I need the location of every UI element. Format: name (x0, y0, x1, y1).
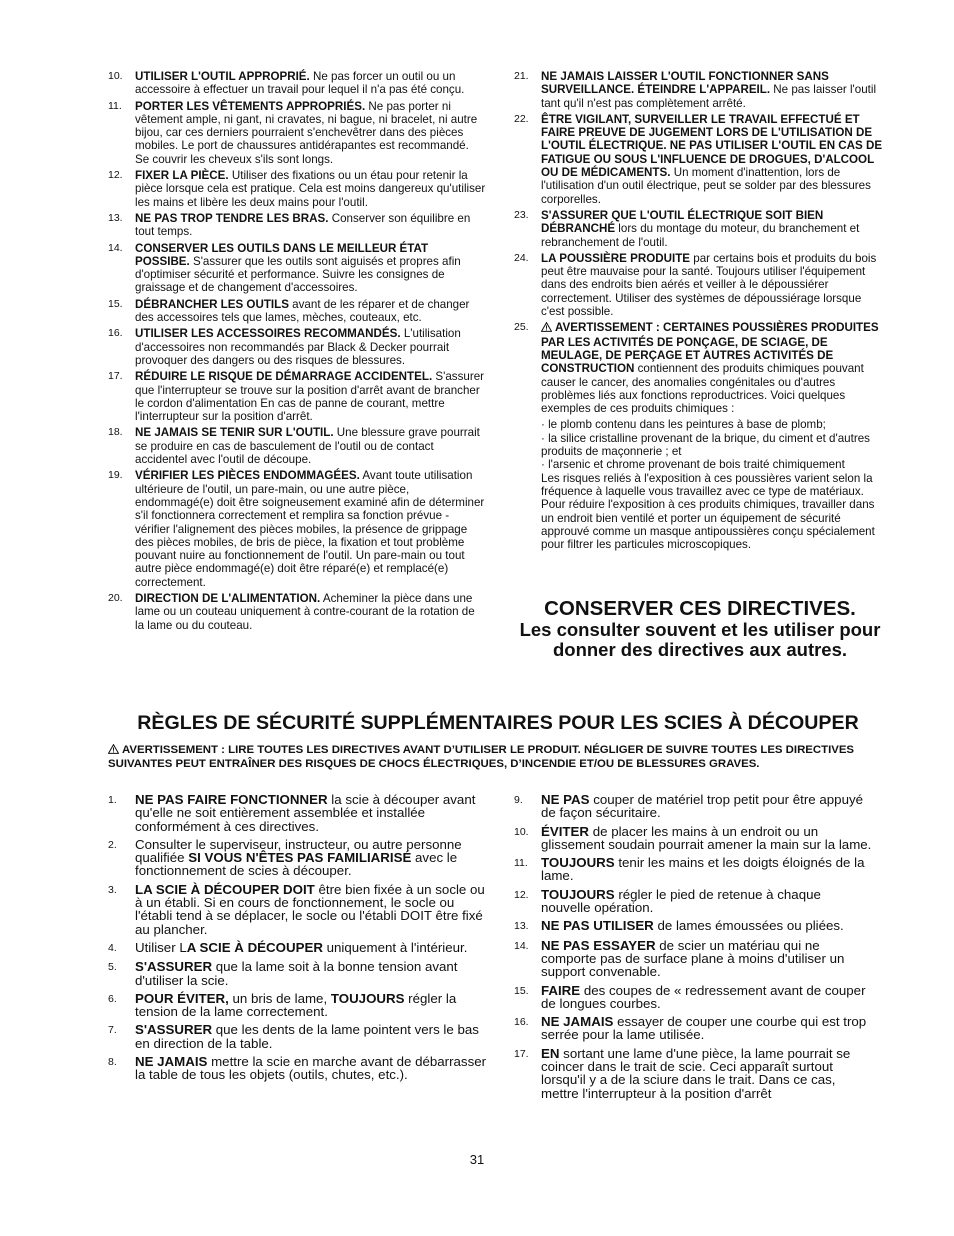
item-text (135, 169, 486, 209)
item-number: 1. (108, 794, 117, 806)
list-item (108, 298, 486, 325)
item-body-text: être bien fixée à un socle ou à un établi. Si en cours de fonctionnement, le socle ou l'établi tend à se déplacer, le socle ou l'établi DOIT être fixé au plancher. (135, 881, 485, 937)
item-text (135, 1055, 488, 1082)
item-number: 11. (514, 857, 528, 870)
item-number: 19. (108, 469, 123, 482)
item-body-text: uniquement à l'intérieur. (322, 939, 468, 955)
item-body-text: Utiliser des fixations ou un étau pour retenir la pièce lorsque cela est pratique. Cela est moins dangereux qu'utiliser les mains et libère les deux mains pour l'outil. (135, 169, 486, 209)
item-bold-text: S'ASSURER (135, 959, 213, 975)
list-item (514, 70, 886, 110)
item-bold-text: UTILISER L'OUTIL APPROPRIÉ. (135, 70, 310, 83)
item-bold-text: A SCIE À DÉCOUPER (186, 939, 323, 955)
item-body-text: régler le pied de retenue à chaque nouvelle opération. (541, 886, 821, 916)
item-number: 12. (514, 888, 529, 901)
item-text (541, 793, 874, 820)
item-number: 10. (514, 825, 529, 838)
list-item (108, 469, 486, 589)
item-number: 16. (108, 327, 123, 340)
item-text (135, 242, 486, 295)
item-text (135, 883, 488, 936)
item-bold-text: EN (541, 1045, 560, 1061)
list-item (108, 883, 488, 936)
item-number: 22. (514, 112, 529, 125)
item-text (541, 919, 874, 933)
item-body-text: régler la tension de la lame correctement. (135, 990, 457, 1020)
list-item (514, 113, 886, 206)
item-body-text: de scier un matériau qui ne comporte pas de surface plane à moins d'utiliser un support convenable. (541, 937, 845, 980)
item-number: 21. (514, 70, 529, 82)
item-bold-text: LA POUSSIÈRE PRODUITE (541, 251, 691, 265)
item-bold-text: NE PAS ESSAYER (541, 937, 656, 953)
item-text (541, 888, 874, 915)
list-item (108, 941, 488, 955)
item-body-text: Ne pas laisser l'outil tant qu'il n'est pas complètement arrêté. (541, 83, 877, 110)
item-bold-text: AVERTISSEMENT : CERTAINES POUSSIÈRES PRODUITES PAR LES ACTIVITÉS DE PONÇAGE, DE SCIAGE, DE MEULAGE, DE PERÇAGE ET AUTRES ACTIVITÉS DE CONSTRUCTION (541, 321, 879, 376)
item-number: 11. (108, 99, 122, 112)
page-number: 31 (469, 1152, 485, 1167)
item-bold-text: VÉRIFIER LES PIÈCES ENDOMMAGÉES. (135, 469, 360, 483)
item-bold-text: PORTER LES VÊTEMENTS APPROPRIÉS. (135, 99, 366, 113)
bullet-item: · la silice cristalline provenant de la brique, du ciment et d'autres produits de maçonnerie ; et (541, 431, 870, 459)
item-body-text: essayer de couper une courbe qui est trop serrée pour la lame utilisée. (541, 1014, 867, 1043)
item-text (135, 838, 488, 878)
bullet-item: · le plomb contenu dans les peintures à base de plomb; (541, 418, 826, 432)
item-bold-text: TOUJOURS (330, 990, 405, 1006)
item-bold-text: NE JAMAIS (541, 1014, 614, 1030)
list-item (514, 1015, 874, 1042)
item-number: 15. (108, 297, 123, 310)
item-bold-text: FIXER LA PIÈCE. (135, 169, 229, 183)
list-item (514, 321, 886, 415)
list-item (108, 1055, 488, 1082)
item-number: 2. (108, 838, 117, 851)
item-text (135, 426, 486, 466)
section-title: RÈGLES DE SÉCURITÉ SUPPLÉMENTAIRES POUR LES SCIES À DÉCOUPER (137, 712, 859, 734)
list-item (514, 888, 874, 915)
item-bold-text: ÊTRE VIGILANT, SURVEILLER LE TRAVAIL EFFECTUÉ ET FAIRE PREUVE DE JUGEMENT LORS DE L'UTILISATION DE L'OUTIL ÉLECTRIQUE. NE PAS UTILISER L'OUTIL EN CAS DE FATIGUE OU SOUS L'INFLUENCE DE DROGUES, D'ALCOOL OU DE MÉDICAMENTS. (541, 112, 883, 180)
item25-tail-text: Les risques reliés à l'exposition à ces poussières varient selon la fréquence à laquelle vous travaillez avec ce type de matériaux. Pour réduire l'exposition à ces produits chimiques, travailler dans un endroit bien ventilé et porter un équipement de sécurité approuvé comme un masque antipoussières conçu spécialement pour filtrer les particules microscopiques. (541, 471, 875, 552)
item-text (135, 469, 486, 589)
item-body-text: Utiliser L (135, 939, 187, 955)
item-body-text: Conserver son équilibre en tout temps. (135, 211, 471, 239)
item-number: 24. (514, 251, 529, 264)
item-text (541, 321, 886, 415)
list-item (108, 1023, 488, 1050)
list-item (514, 939, 874, 979)
item-number: 13. (514, 920, 529, 933)
item-bold-text: NE PAS (541, 792, 590, 807)
item-body-text: Ne pas forcer un outil ou un accessoire à effectuer un travail pour lequel il n'a pas été conçu. (135, 70, 465, 97)
item-number: 14. (514, 939, 529, 952)
item-bold-text: DÉBRANCHER LES OUTILS (135, 297, 289, 311)
item-text (541, 70, 886, 110)
item-bold-text: UTILISER LES ACCESSOIRES RECOMMANDÉS. (135, 327, 401, 341)
list-item (514, 825, 874, 852)
list-item (108, 212, 486, 239)
list-item (108, 169, 486, 209)
item-number: 5. (108, 961, 117, 974)
item-number: 8. (108, 1056, 117, 1069)
item-body-text: S'assurer que les outils sont aiguisés et propres afin d'optimiser sécurité et performance. Suivre les consignes de graissage et de changement d'accessoires. (135, 254, 461, 295)
item-bold-text: S'ASSURER QUE L'OUTIL ÉLECTRIQUE SOIT BIEN DÉBRANCHÉ (541, 208, 824, 236)
list-item (514, 919, 874, 933)
list-item (108, 960, 488, 987)
item-body-text: Avant toute utilisation ultérieure de l'outil, un pare-main, ou une autre pièce, endommagé(e) doit être soigneusement examiné afin de déterminer s'il fonctionnera correctement et remplira sa fonction prévue - vérifier l'alignement des pièces mobiles, la présence de grippage des pièces mobiles, de bris de pièce, la fixation et tout problème pouvant nuire au fonctionnement de l'outil. Un pare-main ou tout autre pièce endommagé(e) doit être réparé(e) et remplacé(e) correctement. (135, 469, 485, 589)
list-item (514, 209, 886, 249)
item-bold-text: NE JAMAIS LAISSER L'OUTIL FONCTIONNER SANS SURVEILLANCE. ÉTEINDRE L'APPAREIL. (541, 70, 829, 97)
item-text (541, 252, 886, 318)
item-body-text: avec le fonctionnement de scies à découper. (135, 850, 458, 879)
item-number: 15. (514, 984, 529, 997)
safety-rules-left-column (108, 70, 486, 635)
list-item (514, 856, 874, 883)
item-number: 7. (108, 1024, 117, 1037)
item-number: 17. (108, 370, 123, 383)
list-item (108, 426, 486, 466)
item-body-text: de lames émoussées ou pliées. (653, 918, 844, 934)
list-item (108, 838, 488, 878)
item-text (135, 793, 488, 833)
item-body-text: mettre la scie en marche avant de débarrasser la table de tous les objets (outils, chutes, etc.). (135, 1054, 487, 1083)
conserve-heading: CONSERVER CES DIRECTIVES. (544, 597, 856, 620)
item-body-text: que la lame soit à la bonne tension avant d'utiliser la scie. (135, 959, 458, 988)
item-bold-text: NE PAS UTILISER (541, 918, 654, 934)
safety-rules-right-column (514, 70, 886, 551)
conserve-subheading: Les consulter souvent et les utiliser pour donner des directives aux autres. (519, 619, 881, 660)
list-item (108, 592, 486, 632)
item-body-text: par certains bois et produits du bois peut être mauvaise pour la santé. Toujours utiliser l'équipement dans des endroits bien aérés et veiller à le dépoussiérer correctement. Utiliser des systèmes de dépoussiérage lorsque c'est possible. (541, 251, 877, 319)
item-text (135, 298, 486, 325)
item-body-text: Un moment d'inattention, lors de l'utilisation d'un outil électrique, peut se solder par des blessures corporelles. (541, 166, 871, 206)
item-text (135, 100, 486, 166)
item-text (135, 1023, 488, 1050)
item-number: 17. (514, 1047, 529, 1060)
item-number: 6. (108, 992, 117, 1005)
item-bold-text: ÉVITER (541, 823, 590, 839)
item-bold-text: NE JAMAIS SE TENIR SUR L'OUTIL. (135, 426, 334, 440)
item-number: 3. (108, 883, 117, 896)
item-text (135, 941, 488, 955)
item-bold-text: LA SCIE À DÉCOUPER DOIT (135, 881, 315, 897)
item-bold-text: CONSERVER LES OUTILS DANS LE MEILLEUR ÉTAT POSSIBE. (135, 241, 429, 268)
item-bold-text: NE PAS FAIRE FONCTIONNER (135, 792, 328, 807)
saw-rules-left-column (108, 793, 488, 1087)
warning-text: AVERTISSEMENT : LIRE TOUTES LES DIRECTIVES AVANT D’UTILISER LE PRODUIT. NÉGLIGER DE SUIVRE TOUTES LES DIRECTIVES SUIVANTES PEUT ENTRAÎNER DES RISQUES DE CHOCS ÉLECTRIQUES, D’INCENDIE ET/OU DE BLESSURES GRAVES. (108, 744, 855, 771)
list-item (108, 70, 486, 97)
item-number: 10. (108, 70, 123, 82)
item-body-text: Consulter le superviseur, instructeur, ou autre personne qualifiée (135, 836, 462, 866)
item-text (541, 984, 874, 1011)
item-number: 23. (514, 208, 529, 221)
item-number: 18. (108, 426, 123, 439)
item-number: 4. (108, 941, 117, 954)
warning-triangle-icon (108, 744, 119, 758)
item-bold-text: SI VOUS N'ÊTES PAS FAMILIARISÉ (188, 850, 412, 866)
list-item (108, 992, 488, 1019)
item-body-text: lors du montage du moteur, du branchement et rebranchement de l'outil. (541, 222, 860, 249)
item-text (135, 70, 486, 97)
item-text (541, 825, 874, 852)
item-number: 13. (108, 211, 123, 224)
item-body-text: L'utilisation d'accessoires non recommandés par Black & Decker pourrait provoquer des dangers ou des risques de blessures. (135, 327, 461, 367)
item-body-text: contiennent des produits chimiques pouvant causer le cancer, des anomalies congénitales ou d'autres problèmes liés aux fonctions reproductrices. Voici quelques exemples de ces produits chimiques : (541, 362, 864, 416)
list-item (108, 793, 488, 833)
item-body-text: Acheminer la pièce dans une lame ou un couteau uniquement à contre-courant de la rotation de la lame ou du couteau. (135, 591, 475, 632)
list-item (108, 100, 486, 166)
item-bold-text: NE JAMAIS (135, 1054, 208, 1070)
item-body-text: sortant une lame d'une pièce, la lame pourrait se coincer dans le trait de scie. Ceci apparaît surtout lorsqu'il y a de la sciure dans le trait. Dans ce cas, mettre l'interrupteur à la position d'arrêt (541, 1045, 851, 1101)
item-text (541, 113, 886, 206)
item-body-text: tenir les mains et les doigts éloignés de la lame. (541, 855, 865, 884)
item-body-text: avant de les réparer et de changer des accessoires tels que lames, mèches, couteaux, etc. (135, 297, 470, 325)
item-body-text: S'assurer que l'interrupteur se trouve sur la position d'arrêt avant de brancher le cordon d'alimentation En cas de panne de courant, mettre l'interrupteur sur la position d'arrêt. (135, 370, 484, 424)
list-item (108, 327, 486, 367)
list-item (514, 984, 874, 1011)
item-bold-text: NE PAS TROP TENDRE LES BRAS. (135, 211, 329, 225)
warning-paragraph (108, 744, 868, 771)
list-item (514, 793, 874, 820)
bullet-item: · l'arsenic et chrome provenant de bois traité chimiquement (541, 458, 845, 472)
saw-rules-right-column (514, 793, 874, 1105)
list-item (108, 370, 486, 423)
list-item (514, 1047, 874, 1100)
item-bold-text: RÉDUIRE LE RISQUE DE DÉMARRAGE ACCIDENTEL. (135, 370, 433, 384)
list-item (108, 242, 486, 295)
item-text (541, 1015, 874, 1042)
item-body-text: des coupes de « redressement avant de couper de longues courbes. (541, 982, 866, 1011)
item-body-text: la scie à découper avant qu'elle ne soit entièrement assemblée et installée conformément à ces directives. (135, 792, 476, 834)
item-body-text: de placer les mains à un endroit ou un glissement soudain pourrait amener la main sur la lame. (541, 823, 872, 852)
item-text (541, 209, 886, 249)
item-text (135, 212, 486, 239)
item-number: 12. (108, 169, 123, 182)
item-bold-text: TOUJOURS (541, 886, 615, 902)
list-item (514, 252, 886, 318)
warning-triangle-icon (541, 322, 552, 335)
item-number: 9. (514, 794, 523, 806)
item-number: 14. (108, 241, 123, 254)
item-number: 16. (514, 1016, 529, 1029)
item-bold-text: S'ASSURER (135, 1022, 213, 1038)
item-body-text: Une blessure grave pourrait se produire en cas de basculement de l'outil ou de contact accidentel avec l'outil de découpe. (135, 426, 480, 467)
item-number: 20. (108, 591, 123, 604)
item-body-text: couper de matériel trop petit pour être appuyé de façon sécuritaire. (541, 792, 864, 821)
item-bold-text: DIRECTION DE L'ALIMENTATION. (135, 591, 321, 605)
item-bold-text: TOUJOURS (541, 855, 615, 871)
item-body-text: Ne pas porter ni vêtement ample, ni gant, ni cravates, ni bague, ni bracelet, ni autre bijou, car ces derniers pourraient s'enchevêtrer dans des pièces mobiles. Le port de chaussures antidérapantes est recommandé. Se couvrir les cheveux s'ils sont longs. (135, 99, 478, 166)
item-text (135, 960, 488, 987)
conserve-directives-notice (514, 598, 886, 660)
item-bold-text: POUR ÉVITER, (135, 990, 229, 1006)
item-text (135, 370, 486, 423)
item-body-text: un bris de lame, (228, 990, 331, 1006)
item-number: 25. (514, 321, 529, 334)
item-text (135, 592, 486, 632)
item-text (541, 856, 874, 883)
item-text (135, 327, 486, 367)
item-text (541, 1047, 874, 1100)
item-bold-text: FAIRE (541, 982, 581, 998)
item-text (541, 939, 874, 979)
item-body-text: que les dents de la lame pointent vers le bas en direction de la table. (135, 1022, 479, 1051)
item-text (135, 992, 488, 1019)
